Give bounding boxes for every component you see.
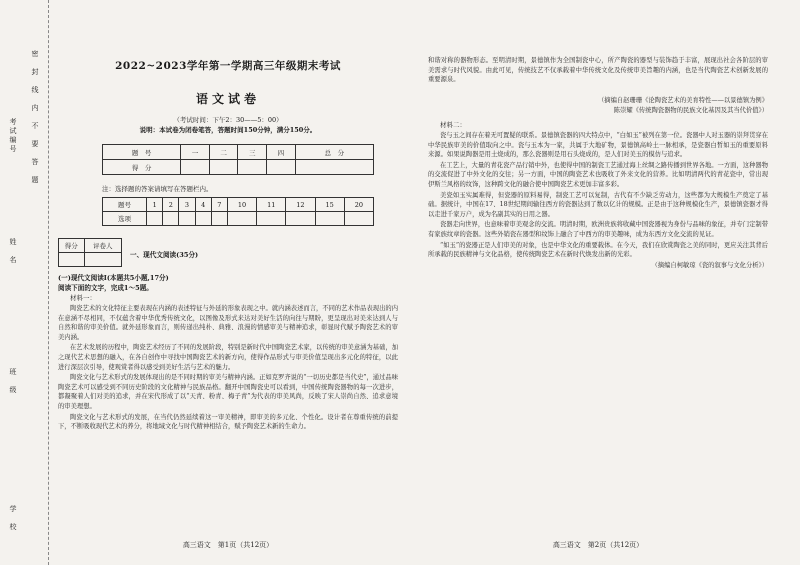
passage-body (428, 131, 768, 526)
score-input-cell[interactable] (238, 160, 267, 175)
grader-cell: 得分 (59, 239, 85, 253)
grader-input-cell[interactable] (59, 253, 85, 267)
material-label: 材料二： (440, 121, 466, 129)
name-label: 姓 名 (9, 238, 17, 265)
mc-header-cell: 11 (257, 198, 286, 212)
reading-instruction: 阅读下面的文字，完成1～5题。 (58, 284, 153, 292)
score-cell: 四 (267, 145, 296, 160)
mc-header-cell: 选项 (103, 212, 147, 226)
score-cell: 一 (181, 145, 210, 160)
exam-title: 2022~2023学年第一学期高三年级期末考试 (115, 60, 341, 72)
page-one (58, 0, 398, 565)
mc-header-cell: 4 (195, 198, 211, 212)
section-title: 一、现代文阅读(35分) (130, 251, 199, 259)
score-input-cell[interactable] (181, 160, 210, 175)
mc-answer-cell[interactable] (344, 212, 373, 226)
mc-header-cell: 7 (211, 198, 227, 212)
grader-input-cell[interactable] (84, 253, 121, 267)
mc-header-cell: 3 (179, 198, 195, 212)
mc-answer-cell[interactable] (286, 212, 315, 226)
exam-number-label: 考试编号 (9, 118, 17, 154)
grader-cell: 评卷人 (84, 239, 121, 253)
paragraph: 在艺术发展的历程中，陶瓷艺术经历了不同的发展阶段，特别是新时代中国陶瓷艺术家，以传统的审美意涵为基础，加之现代艺术思想的融入，在各自创作中寻找中国陶瓷艺术的新方向，使得作品形式与审美价值呈现出多元化的特征，以此进行深层次引导，使观赏者得以感受到美好生活与艺术的魅力。 (58, 344, 398, 371)
mc-answer-cell[interactable] (179, 212, 195, 226)
score-input-cell[interactable] (209, 160, 238, 175)
page-footer: 高三语文 第2页（共12页） (552, 541, 644, 549)
seal-line-text: 密 封 线 内 不 要 答 题 (31, 50, 39, 185)
mc-note: 注：选择题的答案请填写在答题栏内。 (102, 185, 213, 193)
material-label: 材料一： (70, 294, 96, 302)
subsection-title: (一)现代文阅读I(本题共5小题,17分) (58, 274, 169, 282)
exam-note: 说明：本试卷为闭卷笔答，答题时间150分钟，满分150分。 (139, 126, 317, 134)
mc-answer-table (102, 197, 374, 226)
paragraph: 在工艺上，大量的青花瓷产品行销中外，也使得中国的制瓷工艺通过海上丝绸之路传播到世界各地。一方面，这种器物的交流促进了中外文化的交往；另一方面，中国的陶瓷艺术也吸收了外来文化的营养。比如明清两代的青花瓷中，常出现伊斯兰风格的纹饰，这种跨文化的融合使中国陶瓷艺术更加丰富多彩。 (428, 161, 768, 188)
passage-body (58, 304, 398, 522)
mc-header-cell: 15 (315, 198, 344, 212)
mc-header-cell: 2 (163, 198, 179, 212)
page-footer: 高三语文 第1页（共12页） (182, 541, 274, 549)
exam-time: （考试时间：下午2：30——5：00） (173, 116, 283, 124)
source-attribution: 陈崇耀《传统陶瓷器物的民族文化基因及其当代价值》） (613, 107, 768, 114)
mc-header-cell: 12 (286, 198, 315, 212)
score-cell: 三 (238, 145, 267, 160)
score-cell: 得 分 (103, 160, 181, 175)
paragraph: 陶瓷文化与艺术形式的发展，在当代仍然延续着这一审美精神，即审美的多元化、个性化。设计者在尊重传统的前提下，不断吸收现代艺术的养分，将地域文化与时代精神相结合，赋予陶瓷艺术新的生命力。 (58, 413, 398, 431)
mc-header-cell: 题号 (103, 198, 147, 212)
score-cell: 题 号 (103, 145, 181, 160)
school-label: 学 校 (9, 505, 17, 532)
grader-table (58, 238, 122, 267)
score-input-cell[interactable] (267, 160, 296, 175)
score-cell: 总 分 (295, 145, 373, 160)
page-two (428, 0, 768, 565)
mc-answer-cell[interactable] (315, 212, 344, 226)
mc-answer-cell[interactable] (227, 212, 256, 226)
paragraph: “如玉”的瓷器正是人们审美的对象，也是中华文化的重要载体。在今天，我们在欣赏陶瓷之美的同时，更应关注其背后所承载的民族精神与文化品格，使传统陶瓷艺术在新时代焕发出新的光彩。 (428, 241, 768, 259)
source-attribution: （摘编自赵珊珊《论陶瓷艺术的美育特性——以景德镇为例》 (597, 97, 768, 104)
paragraph: 瓷与玉之间存在着无可置疑的联系。景德镇瓷器的四大特点中，“白如玉”被列在第一位。瓷器中人对玉器的崇拜贯穿在中华民族审美的价值取向之中。瓷与玉本为一家，共属于大地矿物，景德镇高岭土一脉相承，是瓷器白皙如玉的重要原料来源。如果说陶器是用土烧成的，那么瓷器则是用石头烧成的，是人们对美玉的模仿与追求。 (428, 132, 768, 159)
paragraph: 和谐对称的器物形态。至明清时期，景德镇作为全国制瓷中心，所产陶瓷的器型与装饰趋于丰富，展现出社会各阶层的审美需求与时代风貌。由此可见，传统技艺不仅承载着中华传统文化及传统审美旨趣的内涵，也是当代陶瓷艺术创新发展的重要源泉。 (428, 57, 768, 84)
score-input-cell[interactable] (295, 160, 373, 175)
paper-subtitle: 语文试卷 (195, 92, 260, 106)
mc-header-cell: 20 (344, 198, 373, 212)
mc-header-cell: 10 (227, 198, 256, 212)
paragraph: 陶瓷文化与艺术形式的发展体现出的是不同时期的审美与精神内涵。正如克罗齐说的“一切历史都是当代史”，通过品味陶瓷艺术可以感受到不同历史阶段的文化精神与民族品格。翻开中国陶瓷史可以看到，中国传统陶瓷器物的每一次进步，都凝聚着人们对美的追求，并在宋代形成了以“天青、粉青、梅子青”为代表的审美风尚，反映了宋人崇尚自然、追求意境的审美理想。 (58, 374, 398, 410)
mc-answer-cell[interactable] (195, 212, 211, 226)
score-cell: 二 (209, 145, 238, 160)
source-attribution: （摘编自柯敏琼《瓷的叙事与文化分析》） (651, 261, 768, 269)
mc-answer-cell[interactable] (257, 212, 286, 226)
binding-strip (0, 0, 49, 565)
mc-header-cell: 1 (147, 198, 163, 212)
mc-answer-cell[interactable] (163, 212, 179, 226)
passage-body (428, 56, 768, 86)
mc-answer-cell[interactable] (147, 212, 163, 226)
mc-answer-cell[interactable] (211, 212, 227, 226)
paragraph: 陶瓷艺术的文化特征主要表现在内涵的表述特征与外延的形象表现之中。就内涵表述而言，不同的艺术作品表现出的内在意涵不尽相同，不仅蕴含着中华优秀传统文化，以图像及形式来达对美好生活的向往与期盼，更呈现出对美来达到人与自然和谐的审美价值。就外延形象而言，则传递出纯朴、典雅、浪漫的情感审美与精神追求，彰显时代赋予陶瓷艺术的审美内涵。 (58, 305, 398, 341)
score-table (102, 144, 374, 175)
paragraph: 美瓷如玉实属难得，但瓷器的原料易得，制瓷工艺可以复制，古代有不少缺乏劳动力，这些都为大规模生产奠定了基础。据统计，中国在17、18世纪期间输往西方的瓷器达到了数以亿计的规模。正是由于这种规模化生产，景德镇瓷器才得以走进千家万户，成为名副其实的日用之器。 (428, 191, 768, 218)
paragraph: 瓷器走向世界，也意味着审美观念的交流。明清时期，欧洲贵族将收藏中国瓷器视为身份与品味的象征，并专门定制带有家族纹章的瓷器。这些外销瓷在器型和纹饰上融合了中西方的审美趣味，成为东西方文化交流的见证。 (428, 221, 768, 238)
class-label: 班 级 (9, 368, 17, 395)
